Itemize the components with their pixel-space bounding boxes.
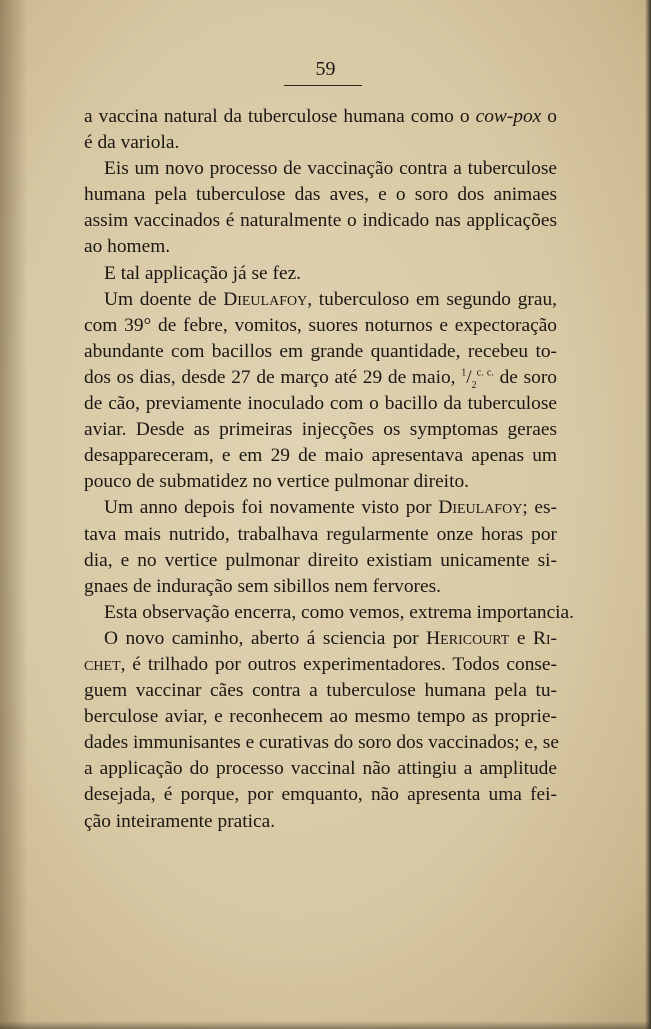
text-run: desappareceram, e em 29 de maio apresentava apenas um [84,445,557,467]
fraction-numerator: 1 [461,367,467,379]
text-run: dades immunisantes e curativas do soro dos vaccinados; e, se [84,732,559,754]
page-edge-right [645,0,651,1029]
text-run: , tuberculoso em segundo grau, [307,288,558,310]
binding-shadow [0,0,28,1029]
text-run: de cão, previamente inoculado com o bacillo da tuberculose [84,393,557,415]
text-line [84,600,575,626]
author-name: Dieulafoy [223,288,308,310]
text-line [84,234,557,260]
text-run: tava mais nutrido, trabalhava regularmente onze horas por [84,523,557,545]
text-line [84,417,557,443]
text-line [84,495,557,521]
text-run: dia, e no vertice pulmonar direito existiam unicamente si- [84,549,557,571]
text-run: de soro [493,366,557,388]
text-run: pouco de submatidez no vertice pulmonar direito. [84,471,470,493]
text-line [84,574,557,600]
text-line [84,156,557,182]
text-line [84,130,557,156]
page-edge-bottom [0,1021,651,1029]
text-run: é da variola. [84,132,180,154]
text-run: com 39° de febre, vomitos, suores noturnos e expectoração [84,314,557,336]
text-line [84,756,557,782]
italic-term: cow-pox [475,106,542,127]
text-run: Um doente de [104,288,224,310]
text-run: assim vaccinados é naturalmente o indicado nas applicações [84,210,557,232]
text-run: e [509,627,533,649]
author-name: Dieulafoy [438,497,523,519]
text-run: Um anno depois foi novamente visto por [104,497,439,519]
author-name: Hericourt [426,627,510,649]
text-run: a applicação do processo vaccinal não attingiu a amplitude [84,758,557,780]
text-line [84,678,557,704]
unit-superscript: c. c. [476,367,494,379]
text-run: gnaes de induração sem sibillos nem fervores. [84,575,442,597]
text-run: humana pela tuberculose das aves, e o soro dos animaes [84,184,557,206]
page-number: 59 [315,58,336,80]
text-line [84,339,557,365]
text-line [84,730,557,756]
text-run: a vaccina natural da tuberculose humana como o [84,106,476,127]
header-rule [284,85,362,86]
text-run: abundante com bacillos em grande quantidade, recebeu to- [84,340,557,362]
text-line [84,469,557,495]
text-line [84,182,557,208]
text-line [84,208,557,234]
text-line [84,391,557,417]
fraction-denominator: 2 [471,379,477,391]
text-run: ao homem. [84,236,171,258]
text-line [84,443,557,469]
text-run: , é trilhado por outros experimentadores. Todos conse- [120,653,557,675]
fraction-slash: / [466,366,472,388]
text-run: dos os dias, desde 27 de março até 29 de maio, [84,366,462,388]
text-run: guem vaccinar cães contra a tuberculose humana pela tu- [84,680,557,702]
text-line [84,652,557,678]
author-name: chet [84,653,121,675]
text-run: ção inteiramente pratica. [84,810,276,832]
text-line [84,548,557,574]
text-line [84,287,557,313]
body-text [84,104,575,835]
text-line [84,104,557,130]
text-run: O novo caminho, aberto á sciencia por [104,627,427,649]
text-run: berculose aviar, e reconhecem ao mesmo tempo as proprie- [84,706,557,728]
text-line [84,313,557,339]
text-line [84,809,557,835]
author-name: Ri- [532,627,557,649]
text-run: o [541,106,558,127]
text-line [84,261,557,287]
text-run: desejada, é porque, por emquanto, não apresenta uma fei- [84,784,557,806]
text-run: Esta observação encerra, como vemos, extrema importancia. [104,601,575,623]
text-run: aviar. Desde as primeiras injecções os symptomas geraes [84,419,557,441]
text-line [84,365,557,391]
text-line [84,704,557,730]
text-line [84,626,557,652]
text-run: E tal applicação já se fez. [104,262,302,284]
text-line [84,782,557,808]
text-run: Eis um novo processo de vaccinação contra a tuberculose [104,158,557,180]
text-line [84,522,557,548]
text-run: ; es- [522,497,557,519]
